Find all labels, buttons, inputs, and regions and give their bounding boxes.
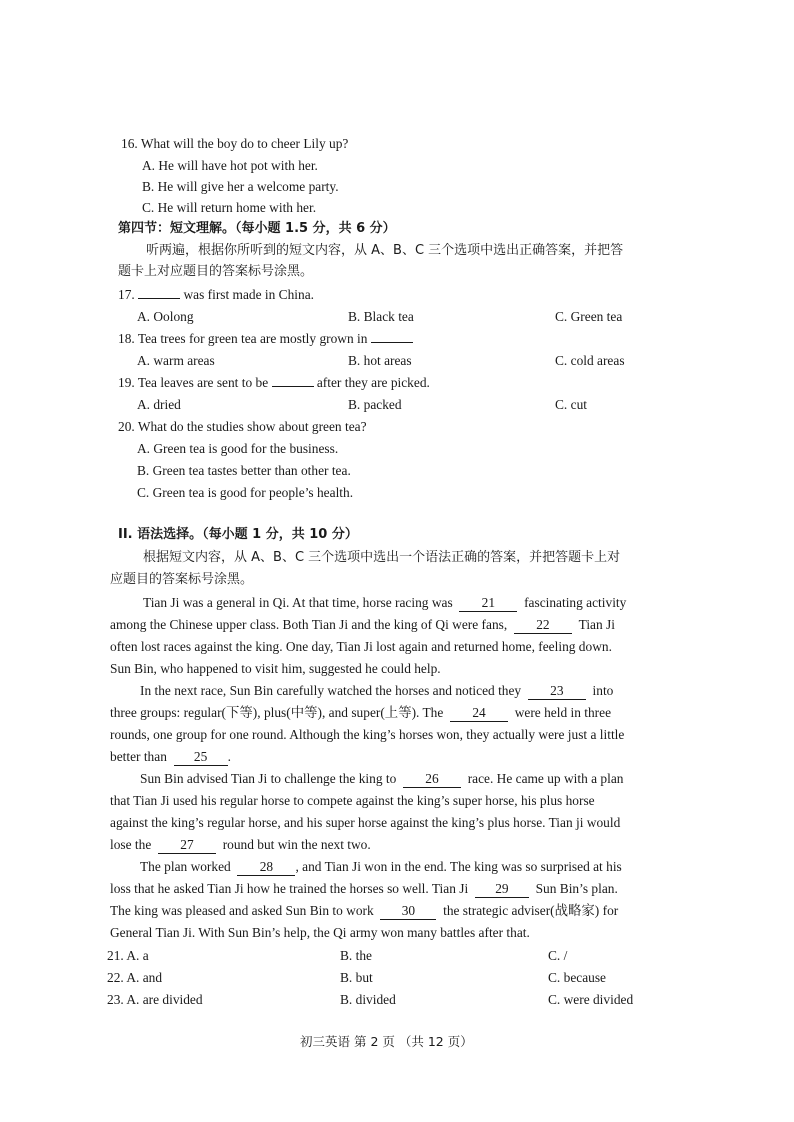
passage-line: In the next race, Sun Bin carefully watched the horses and noticed they 23 into — [140, 683, 614, 698]
grammar-section-title: II. 语法选择。（每小题 1 分，共 10 分） — [118, 527, 358, 542]
question-17-stem: 17. was first made in China. — [118, 287, 315, 302]
passage-line: lose the 27 round but win the next two. — [110, 837, 371, 852]
question-22-option-a: 22. A. and — [107, 970, 163, 985]
blank-30: 30 — [380, 903, 436, 920]
question-16-option-b: B. He will give her a welcome party. — [142, 179, 339, 194]
question-18-option-b: B. hot areas — [348, 353, 412, 368]
passage-line: General Tian Ji. With Sun Bin’s help, the Qi army won many battles after that. — [110, 925, 530, 940]
question-17-option-b: B. Black tea — [348, 309, 414, 324]
question-20-stem: 20. What do the studies show about green tea? — [118, 419, 367, 434]
passage-line: that Tian Ji used his regular horse to compete against the king’s super horse, his plus horse — [110, 793, 595, 808]
section-4-instruction-cont: 题卡上对应题目的答案标号涂黑。 — [118, 264, 314, 279]
section-4-instruction: 听两遍，根据你所听到的短文内容，从 A、B、C 三个选项中选出正确答案，并把答 — [146, 243, 624, 258]
question-22-option-c: C. because — [548, 970, 607, 985]
question-23-option-c: C. were divided — [548, 992, 634, 1007]
passage-line: loss that he asked Tian Ji how he trained the horses so well. Tian Ji 29 Sun Bin’s plan. — [110, 881, 618, 896]
question-16-option-a: A. He will have hot pot with her. — [142, 158, 318, 173]
question-23-option-b: B. divided — [340, 992, 396, 1007]
question-16-stem: 16. What will the boy do to cheer Lily up? — [121, 136, 349, 151]
passage-line: Sun Bin, who happened to visit him, suggested he could help. — [110, 661, 441, 676]
blank-26: 26 — [403, 771, 461, 788]
question-18-option-c: C. cold areas — [555, 353, 625, 368]
question-19-option-b: B. packed — [348, 397, 402, 412]
page-footer: 初三英语 第 2 页 （共 12 页） — [300, 1034, 473, 1049]
passage-line: Tian Ji was a general in Qi. At that time, horse racing was 21 fascinating activity — [143, 595, 627, 610]
passage-line: The king was pleased and asked Sun Bin to work 30 the strategic adviser(战略家) for — [110, 903, 619, 918]
question-20-option-b: B. Green tea tastes better than other tea. — [137, 463, 351, 478]
blank-28: 28 — [237, 859, 295, 876]
blank-29: 29 — [475, 881, 529, 898]
blank-27: 27 — [158, 837, 216, 854]
question-19-option-a: A. dried — [137, 397, 181, 412]
question-20-option-a: A. Green tea is good for the business. — [137, 441, 339, 456]
answer-blank — [272, 386, 314, 387]
passage-line: Sun Bin advised Tian Ji to challenge the king to 26 race. He came up with a plan — [140, 771, 624, 786]
question-16-option-c: C. He will return home with her. — [142, 200, 317, 215]
answer-blank — [371, 342, 413, 343]
answer-blank — [138, 298, 180, 299]
question-18-stem: 18. Tea trees for green tea are mostly grown in — [118, 330, 413, 348]
blank-23: 23 — [528, 683, 586, 700]
question-22-option-b: B. but — [340, 970, 373, 985]
blank-25: 25 — [174, 749, 228, 766]
question-17-option-c: C. Green tea — [555, 309, 623, 324]
passage-line: The plan worked 28 , and Tian Ji won in the end. The king was so surprised at his — [140, 859, 622, 874]
blank-24: 24 — [450, 705, 508, 722]
passage-line: three groups: regular(下等), plus(中等), and super(上等). The 24 were held in three — [110, 705, 612, 720]
question-21-option-a: 21. A. a — [107, 948, 149, 963]
blank-21: 21 — [459, 595, 517, 612]
blank-22: 22 — [514, 617, 572, 634]
passage-line: rounds, one group for one round. Although the king’s horses won, they actually were just a little — [110, 727, 625, 742]
question-17-option-a: A. Oolong — [137, 309, 194, 324]
question-18-option-a: A. warm areas — [137, 353, 215, 368]
passage-line: against the king’s regular horse, and his super horse against the king’s plus horse. Tian ji would — [110, 815, 621, 830]
question-20-option-c: C. Green tea is good for people’s health. — [137, 485, 354, 500]
passage-line: better than 25 . — [110, 749, 231, 764]
passage-line: often lost races against the king. One day, Tian Ji lost again and returned home, feeling down. — [110, 639, 612, 654]
question-19-stem: 19. Tea leaves are sent to be after they are picked. — [118, 375, 430, 390]
question-21-option-c: C. / — [548, 948, 568, 963]
question-19-option-c: C. cut — [555, 397, 587, 412]
question-21-option-b: B. the — [340, 948, 372, 963]
section-4-title: 第四节：短文理解。（每小题 1.5 分，共 6 分） — [118, 221, 396, 236]
grammar-instruction: 根据短文内容，从 A、B、C 三个选项中选出一个语法正确的答案，并把答题卡上对 — [143, 550, 621, 565]
passage-line: among the Chinese upper class. Both Tian Ji and the king of Qi were fans, 22 Tian Ji — [110, 617, 615, 632]
grammar-instruction-cont: 应题目的答案标号涂黑。 — [110, 572, 254, 587]
question-23-option-a: 23. A. are divided — [107, 992, 203, 1007]
